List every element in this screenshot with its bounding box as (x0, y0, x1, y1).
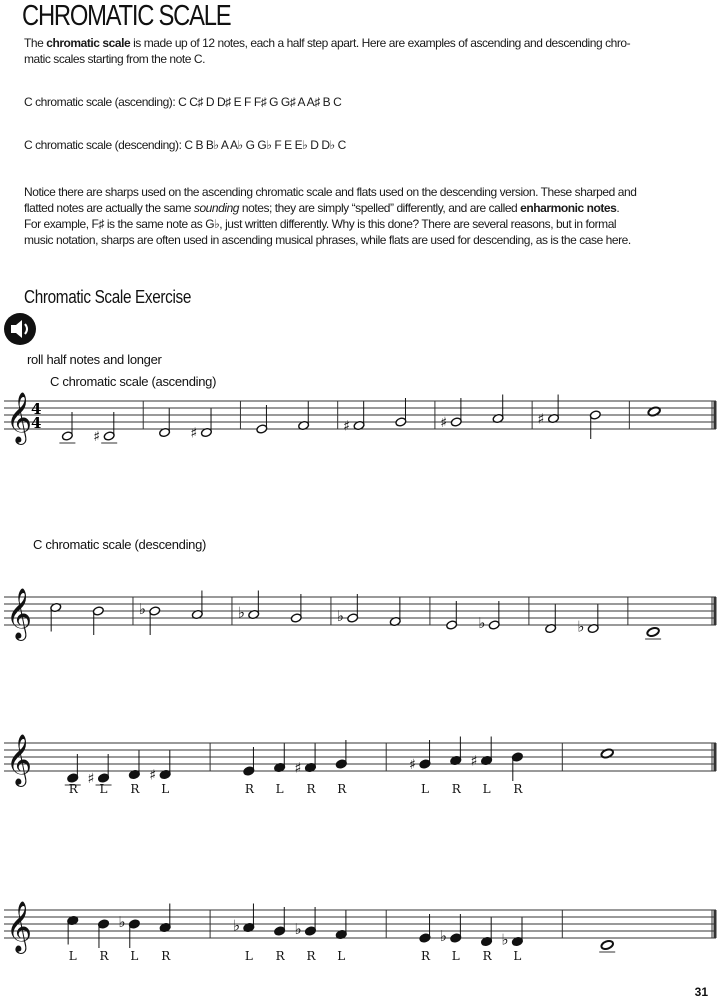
note (409, 740, 431, 796)
page-title: CHROMATIC SCALE (22, 0, 231, 32)
note (65, 754, 81, 796)
notice-line-3: For example, F♯ is the same note as G♭, just written differently. Why is this done? There are several reasons, but in formal (24, 217, 617, 231)
flat-icon: ♭ (478, 614, 486, 632)
treble-clef-icon: 𝄞 (6, 901, 33, 952)
note (274, 744, 286, 797)
flat-icon: ♭ (336, 607, 344, 625)
emphasis: sounding (193, 201, 240, 215)
text: is made up of 12 notes, each a half step apart. Here are examples of ascending and descending chro- (130, 36, 631, 50)
note (343, 402, 365, 435)
staff-label-descending: C chromatic scale (descending) (33, 537, 207, 552)
note (599, 940, 615, 952)
note (50, 602, 62, 631)
sharp-icon: ♯ (343, 418, 350, 435)
note (446, 601, 458, 630)
hand-label: L (99, 782, 108, 796)
instruction-text: roll half notes and longer (27, 352, 162, 367)
sharp-icon: ♯ (149, 767, 156, 784)
note (450, 737, 462, 797)
hand-label: R (306, 949, 316, 963)
hand-label: R (306, 782, 316, 796)
note (256, 405, 268, 434)
hand-label: L (244, 949, 253, 963)
note (191, 591, 203, 620)
term-enharmonic-notes: enharmonic notes (520, 201, 617, 215)
ascending-scale-text: C chromatic scale (ascending): C C♯ D D♯ E F F♯ G G♯ A A♯ B C (24, 95, 342, 109)
note (243, 747, 255, 796)
note (440, 914, 462, 963)
staff (4, 901, 716, 963)
hand-label: R (482, 949, 492, 963)
sharp-icon: ♯ (87, 771, 95, 787)
flat-icon: ♭ (232, 916, 240, 935)
note (577, 605, 599, 636)
hand-label: L (337, 949, 346, 963)
sharp-icon: ♯ (537, 411, 545, 428)
hand-label: R (513, 782, 523, 796)
note (478, 601, 500, 632)
time-signature-top: 4 (31, 400, 42, 418)
note (538, 395, 560, 428)
flat-icon: ♭ (577, 617, 585, 636)
hand-label: L (420, 782, 429, 796)
note (389, 598, 401, 627)
hand-label: L (275, 782, 284, 796)
sharp-icon: ♯ (440, 415, 448, 431)
notehead (646, 627, 660, 638)
hand-label: L (161, 782, 170, 796)
hand-label: L (68, 949, 77, 963)
text: The (24, 36, 47, 50)
note (589, 410, 601, 439)
note (92, 606, 104, 635)
hand-label: R (451, 782, 461, 796)
flat-icon: ♭ (439, 927, 447, 945)
text: notes; they are simply “spelled” differently, and are called (239, 201, 521, 215)
hand-label: R (68, 782, 78, 796)
note (294, 744, 316, 797)
hand-label: R (337, 782, 347, 796)
notice-line-1: Notice there are sharps used on the ascending chromatic scale and flats used on the descending version. These sharped and (24, 185, 637, 199)
note (190, 409, 212, 442)
sharp-icon: ♯ (294, 760, 302, 777)
hand-label: L (130, 949, 139, 963)
note (98, 919, 110, 963)
hand-label: R (130, 782, 140, 796)
exercise-title: Chromatic Scale Exercise (24, 287, 191, 307)
flat-icon: ♭ (294, 920, 302, 938)
note (88, 754, 112, 796)
treble-clef-icon: 𝄞 (6, 734, 33, 785)
notice-line-4: music notation, sharps are often used in ascending musical phrases, while flats are used for descending, as is the case here. (24, 233, 631, 247)
note (233, 904, 255, 964)
note (545, 605, 557, 634)
flat-icon: ♭ (501, 930, 509, 949)
text: flatted notes are actually the same (24, 201, 194, 215)
note (298, 402, 310, 431)
descending-scale-text: C chromatic scale (descending): C B B♭ A A♭ G G♭ F E E♭ D D♭ C (24, 138, 346, 152)
sharp-icon: ♯ (408, 757, 416, 773)
flat-icon: ♭ (138, 600, 146, 618)
note (395, 398, 407, 427)
hand-label: R (99, 949, 109, 963)
hand-label: R (275, 949, 285, 963)
note (294, 907, 316, 963)
hand-label: L (451, 949, 460, 963)
note (238, 591, 260, 622)
sharp-icon: ♯ (190, 425, 198, 442)
intro-line-2: matic scales starting from the note C. (24, 52, 205, 66)
hand-label: L (513, 949, 522, 963)
notehead (600, 940, 614, 951)
staff (4, 588, 716, 641)
hand-label: R (420, 949, 430, 963)
hand-label: R (244, 782, 254, 796)
note (159, 409, 171, 438)
note (645, 627, 661, 639)
note (471, 737, 493, 797)
note (67, 915, 79, 963)
text: . (616, 201, 620, 215)
sharp-icon: ♯ (470, 753, 478, 770)
term-chromatic-scale: chromatic scale (46, 36, 131, 50)
flat-icon: ♭ (237, 603, 245, 622)
flat-icon: ♭ (118, 913, 126, 931)
note (335, 911, 347, 964)
time-signature-bottom: 4 (31, 414, 42, 432)
page-number: 31 (694, 985, 708, 999)
staff (4, 734, 716, 796)
note (337, 594, 359, 625)
staff (4, 392, 716, 445)
note (492, 395, 504, 424)
note (159, 904, 171, 964)
note (274, 907, 286, 963)
note (335, 740, 347, 796)
note (290, 594, 302, 623)
staff-label-ascending: C chromatic scale (ascending) (50, 374, 217, 389)
note (511, 752, 523, 796)
treble-clef-icon: 𝄞 (6, 392, 33, 443)
note (419, 914, 431, 963)
sharp-icon: ♯ (93, 429, 100, 445)
treble-clef-icon: 𝄞 (6, 588, 33, 639)
hand-label: L (482, 782, 491, 796)
note (59, 412, 75, 443)
hand-label: R (161, 949, 171, 963)
